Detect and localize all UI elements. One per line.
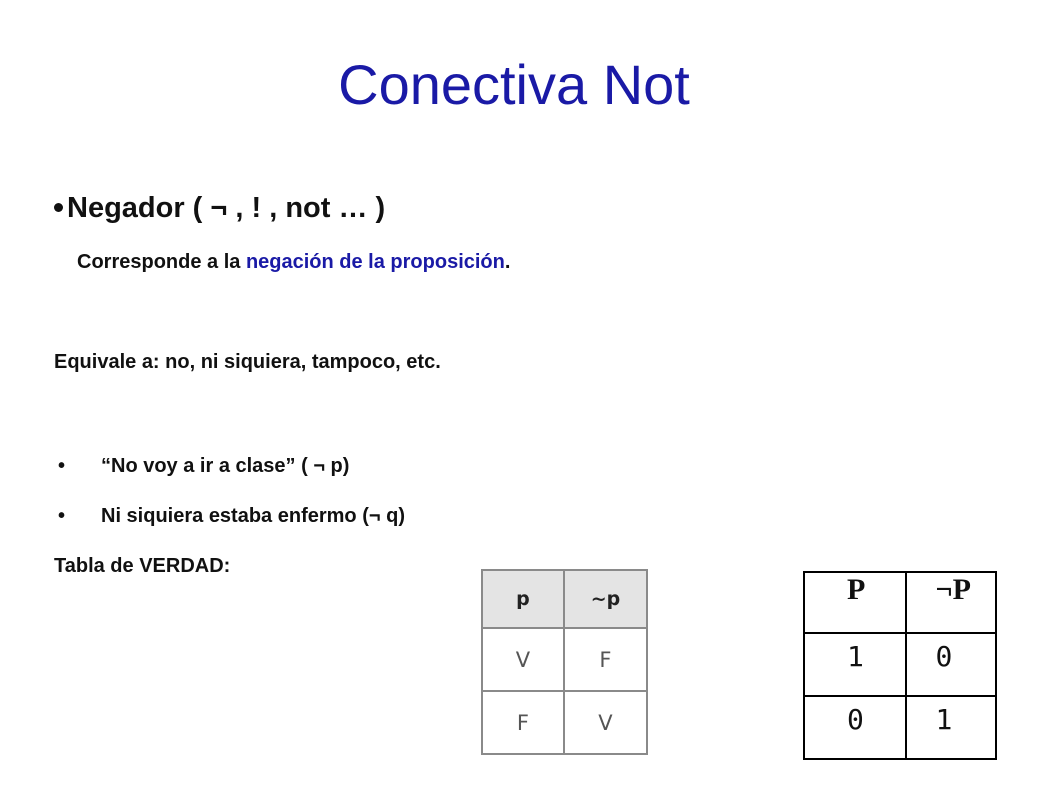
definition-suffix: . (504, 251, 511, 273)
table-cell: 1 (906, 696, 996, 759)
table-header-cell: ¬P (906, 572, 996, 633)
bullet-dot-icon (54, 203, 63, 212)
slide-title-text: Conectiva Not (338, 53, 690, 116)
example-text-1: “No voy a ir a clase” ( ¬ p) (101, 455, 350, 477)
table-header-row (482, 570, 647, 628)
table-header-cell: p (482, 570, 564, 628)
table-cell: 0 (906, 633, 996, 696)
table-cell: 0 (804, 696, 906, 759)
equivalence-line: Equivale a: no, ni siquiera, tampoco, etc. (54, 351, 441, 373)
table-cell: 1 (804, 633, 906, 696)
definition-line (77, 251, 510, 274)
table-row (482, 628, 647, 691)
example-text-2: Ni siquiera estaba enfermo (¬ q) (101, 505, 405, 527)
table-row (804, 633, 996, 696)
table-header-cell: ~p (564, 570, 647, 628)
table-header-row (804, 572, 996, 633)
truth-table-label: Tabla de VERDAD: (54, 555, 231, 577)
table-cell: V (564, 691, 647, 754)
table-row (804, 696, 996, 759)
main-bullet (54, 192, 385, 225)
truth-table-letters (481, 569, 648, 755)
definition-prefix: Corresponde a la (77, 251, 246, 273)
example-bullet-2: • (58, 505, 66, 527)
main-bullet-text: Negador ( ¬ , ! , not … ) (67, 192, 386, 224)
definition-highlight: negación de la proposición (245, 251, 505, 273)
table-cell: F (482, 691, 564, 754)
table-cell: F (564, 628, 647, 691)
table-cell: V (482, 628, 564, 691)
truth-table-binary (803, 571, 997, 760)
slide-title (0, 52, 1058, 117)
table-row (482, 691, 647, 754)
example-bullet-1: • (58, 455, 66, 477)
table-header-cell: P (804, 572, 906, 633)
